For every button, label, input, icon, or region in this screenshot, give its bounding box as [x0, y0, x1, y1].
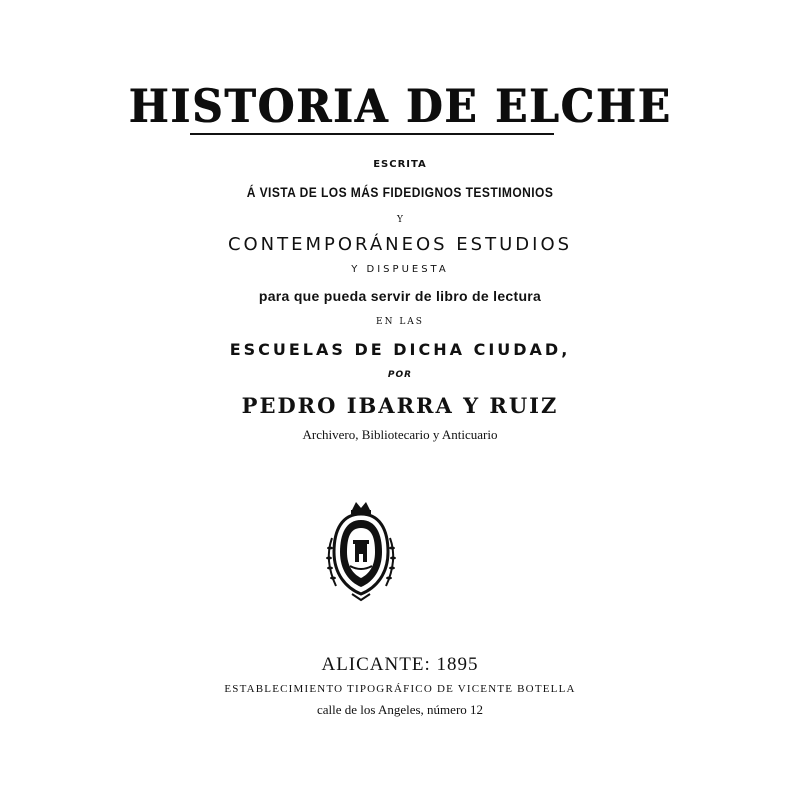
imprint-address: calle de los Angeles, número 12: [316, 702, 484, 717]
escrita-line: ESCRITA: [373, 159, 427, 170]
book-title: HISTORIA DE ELCHE: [128, 80, 672, 133]
title-underline: [190, 133, 554, 135]
dispuesta-line: Y DISPUESTA: [351, 264, 449, 275]
contemporaneos-line: CONTEMPORÁNEOS ESTUDIOS: [227, 234, 573, 255]
por-line: POR: [387, 370, 413, 380]
conjunction-y: Y: [397, 215, 403, 225]
escuelas-line: ESCUELAS DE DICHA CIUDAD,: [229, 340, 571, 359]
vista-line: Á VISTA DE LOS MÁS FIDEDIGNOS TESTIMONIOS: [246, 184, 554, 200]
author-role: Archivero, Bibliotecario y Anticuario: [302, 427, 498, 442]
city-coat-of-arms-icon: [322, 500, 400, 606]
author-name: PEDRO IBARRA Y RUIZ: [241, 393, 559, 418]
servir-line: para que pueda servir de libro de lectura: [258, 288, 542, 304]
en-las-line: EN LAS: [376, 317, 424, 327]
imprint-place-year: ALICANTE: 1895: [321, 654, 479, 675]
imprint-printer: ESTABLECIMIENTO TIPOGRÁFICO DE VICENTE BOTELLA: [224, 683, 576, 695]
